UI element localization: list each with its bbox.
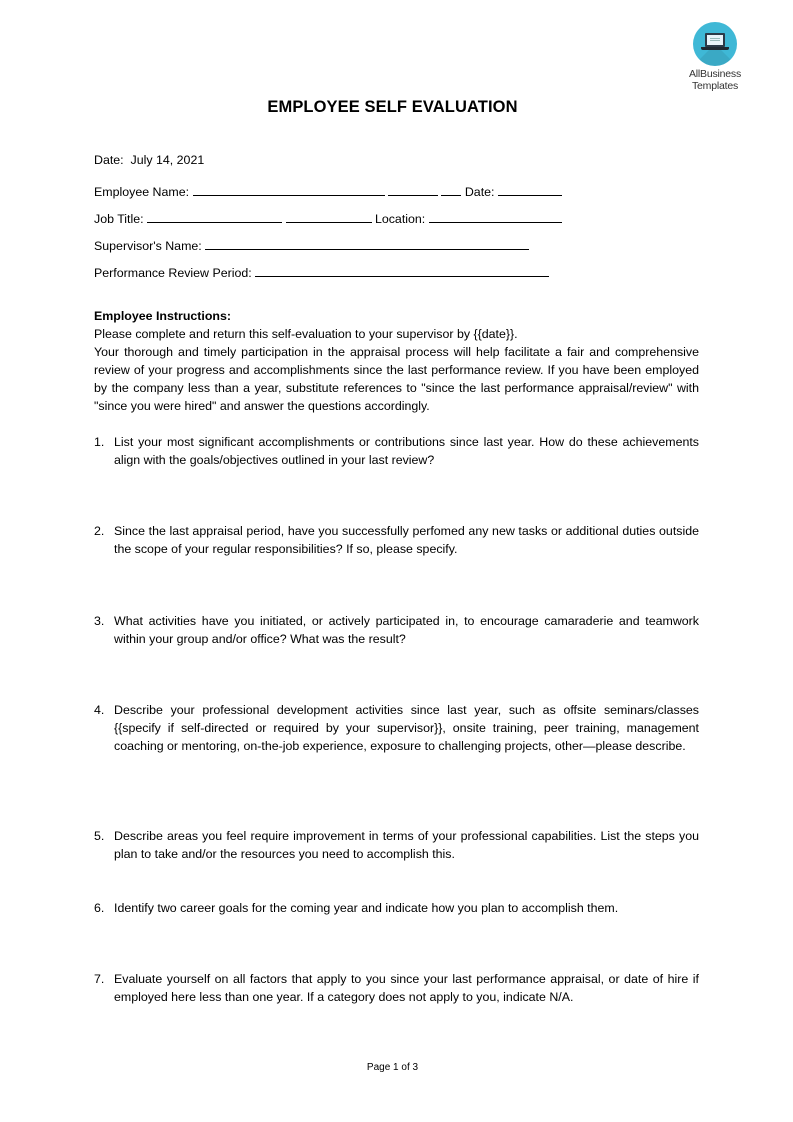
supervisor-field-2[interactable] (345, 237, 529, 250)
question-4: 4. Describe your professional development activities since last year, such as offsite seminars/classes {{specify if self-directed or required by your supervisor}}, onsite training, peer training, management coaching or mentoring, on-the-job experience, exposure to challenging projects, other—please describe. (94, 703, 699, 753)
employee-date-label: Date: (464, 185, 495, 199)
job-title-field[interactable] (147, 210, 282, 223)
question-2: 2. Since the last appraisal period, have you successfully perfomed any new tasks or additional duties outside the scope of your regular responsibilities? If so, please specify. (94, 524, 699, 556)
brand-logo (680, 22, 750, 92)
instructions-section (94, 307, 699, 415)
instructions-heading: Employee Instructions: (94, 309, 232, 323)
employee-name-field[interactable] (193, 183, 385, 196)
supervisor-field[interactable] (205, 237, 345, 250)
question-5: 5. Describe areas you feel require improvement in terms of your professional capabilities. List the steps you plan to take and/or the resources you need to accomplish this. (94, 829, 699, 861)
location-field[interactable] (429, 210, 562, 223)
employee-name-field-2[interactable] (388, 183, 438, 196)
review-period-row (94, 264, 549, 280)
job-title-field-2[interactable] (286, 210, 372, 223)
job-title-row (94, 210, 562, 226)
page-number: Page 1 of 3 (366, 1062, 419, 1073)
document-date: Date: July 14, 2021 (94, 153, 205, 167)
supervisor-row (94, 237, 529, 253)
brand-name: AllBusiness Templates (688, 68, 742, 92)
review-period-field[interactable] (255, 264, 549, 277)
question-6: 6. Identify two career goals for the coming year and indicate how you plan to accomplish them. (94, 901, 619, 915)
question-7: 7. Evaluate yourself on all factors that apply to you since your last performance appraisal, or date of hire if employed here less than one year. If a category does not apply to you, indicate N/A. (94, 972, 699, 1004)
instructions-line-1: Please complete and return this self-evaluation to your supervisor by {{date}}. (94, 327, 518, 341)
question-3: 3. What activities have you initiated, or actively participated in, to encourage camaraderie and teamwork within your group and/or office? What was the result? (94, 614, 699, 646)
laptop-icon (693, 22, 737, 66)
job-title-label: Job Title: (94, 212, 144, 226)
document-title: EMPLOYEE SELF EVALUATION (267, 98, 518, 116)
employee-name-label: Employee Name: (94, 185, 190, 199)
question-1: 1. List your most significant accomplishments or contributions since last year. How do these achievements align with the goals/objectives outlined in your last review? (94, 435, 699, 467)
employee-name-field-3[interactable] (441, 183, 461, 196)
instructions-line-2: Your thorough and timely participation in the appraisal process will help facilitate a fair and comprehensive review of your progress and accomplishments since the last performance review. If you have been employed by the company less than a year, substitute references to "since the last performance appraisal/review" with "since you were hired" and answer the questions accordingly. (94, 345, 699, 413)
employee-date-field[interactable] (498, 183, 562, 196)
employee-name-row (94, 183, 562, 199)
review-period-label: Performance Review Period: (94, 266, 252, 280)
supervisor-label: Supervisor's Name: (94, 239, 202, 253)
location-label: Location: (374, 212, 426, 226)
